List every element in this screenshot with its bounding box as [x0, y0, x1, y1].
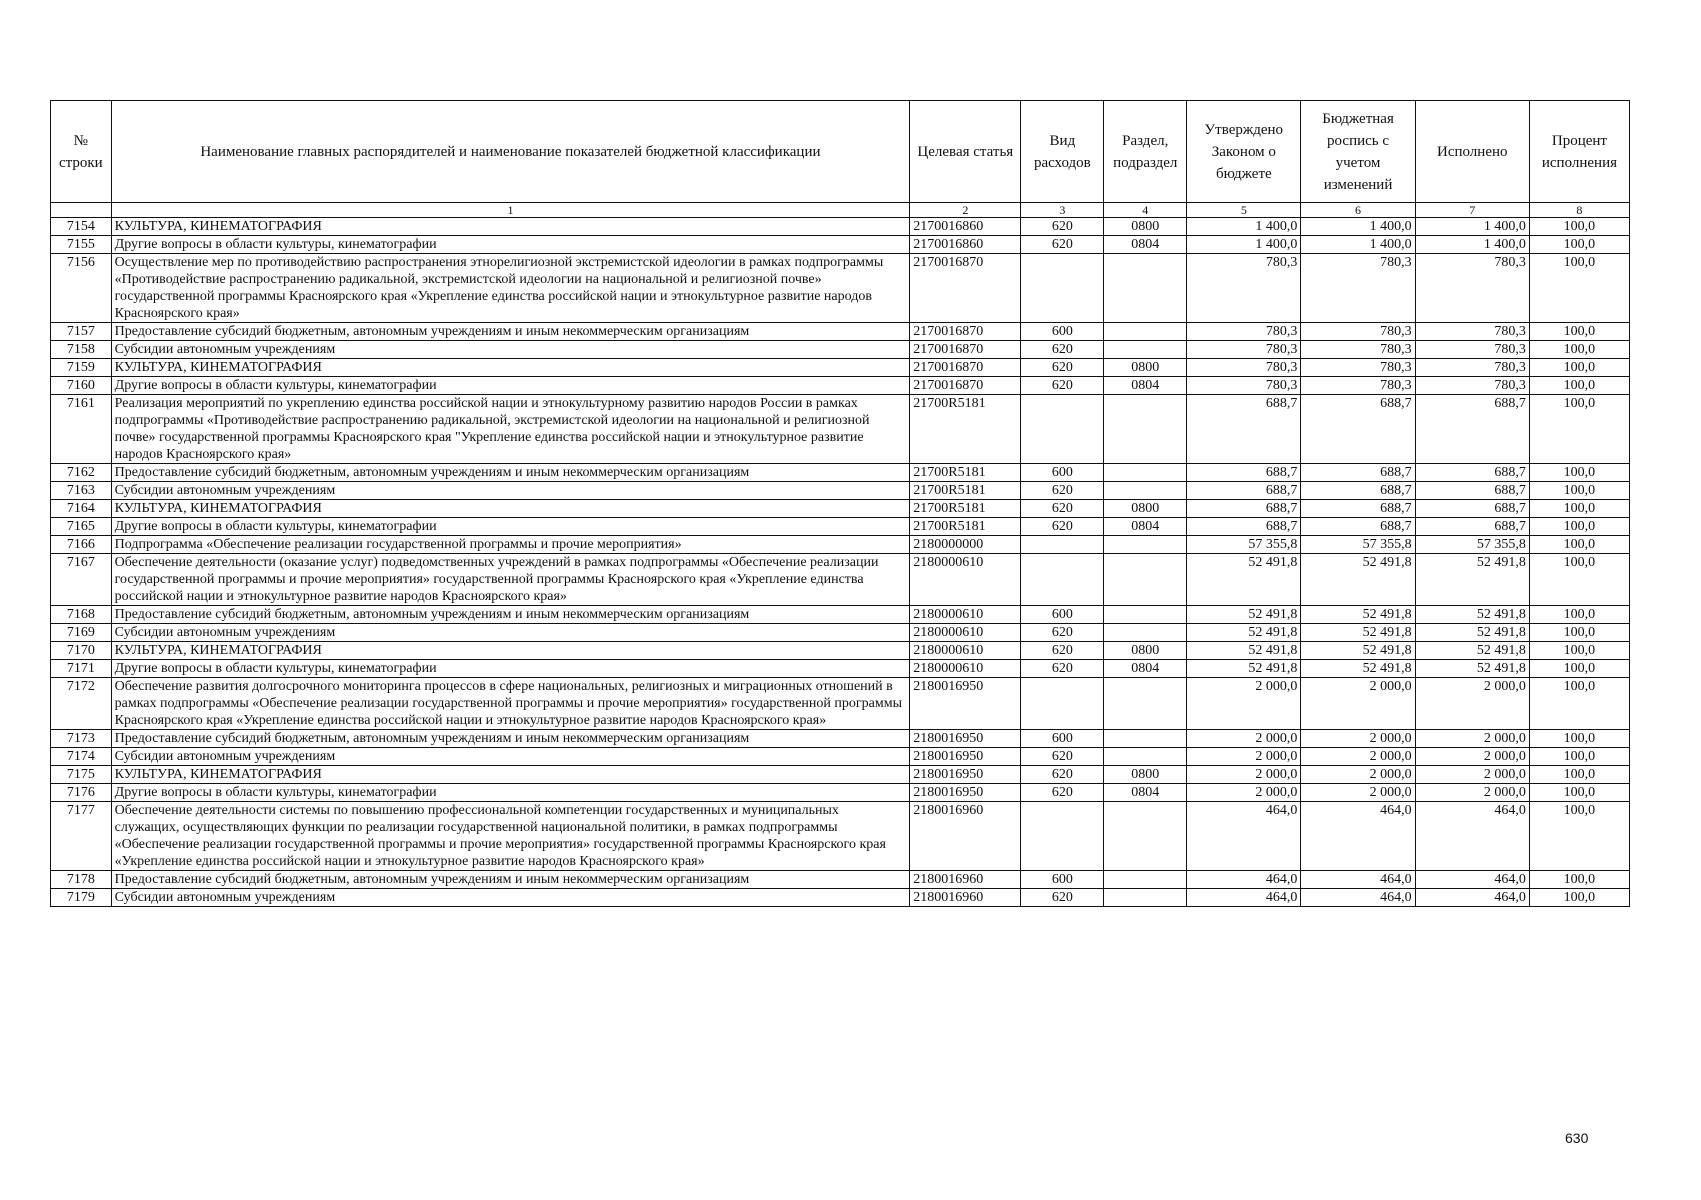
row-number-cell: 7158 — [51, 341, 112, 359]
row-name-cell: КУЛЬТУРА, КИНЕМАТОГРАФИЯ — [111, 766, 910, 784]
column-number — [51, 203, 112, 218]
section-cell — [1104, 536, 1187, 554]
table-row — [51, 784, 1630, 802]
section-cell — [1104, 889, 1187, 907]
target-article-cell: 2180000610 — [910, 606, 1021, 624]
row-number-cell: 7174 — [51, 748, 112, 766]
table-row — [51, 802, 1630, 871]
executed-cell: 688,7 — [1415, 500, 1529, 518]
section-cell: 0804 — [1104, 784, 1187, 802]
column-number: 6 — [1301, 203, 1415, 218]
table-row — [51, 766, 1630, 784]
budget-schedule-cell: 688,7 — [1301, 464, 1415, 482]
approved-cell: 780,3 — [1187, 254, 1301, 323]
budget-schedule-cell: 1 400,0 — [1301, 236, 1415, 254]
row-name-cell: Предоставление субсидий бюджетным, автономным учреждениям и иным некоммерческим организациям — [111, 730, 910, 748]
executed-cell: 780,3 — [1415, 254, 1529, 323]
percent-cell: 100,0 — [1529, 236, 1629, 254]
section-cell: 0804 — [1104, 377, 1187, 395]
target-article-cell: 2180016960 — [910, 889, 1021, 907]
percent-cell: 100,0 — [1529, 536, 1629, 554]
approved-cell: 2 000,0 — [1187, 678, 1301, 730]
target-article-cell: 2180000610 — [910, 660, 1021, 678]
percent-cell: 100,0 — [1529, 766, 1629, 784]
budget-schedule-cell: 780,3 — [1301, 377, 1415, 395]
executed-cell: 1 400,0 — [1415, 218, 1529, 236]
expense-type-cell — [1021, 678, 1104, 730]
table-row — [51, 606, 1630, 624]
target-article-cell: 2180016960 — [910, 871, 1021, 889]
approved-cell: 57 355,8 — [1187, 536, 1301, 554]
expense-type-cell: 620 — [1021, 518, 1104, 536]
row-number-cell: 7154 — [51, 218, 112, 236]
row-name-cell: Предоставление субсидий бюджетным, автономным учреждениям и иным некоммерческим организациям — [111, 464, 910, 482]
row-name-cell: Обеспечение деятельности системы по повышению профессиональной компетенции государственных и муниципальных служащих, осуществляющих функции по реализации государственной национальной политики, в рамках подпрограммы «Обеспечение реализации государственной программы и прочие мероприятия» государственной программы Красноярского края «Укрепление единства российской нации и этнокультурное развитие народов Красноярского края» — [111, 802, 910, 871]
row-name-cell: Осуществление мер по противодействию распространения этнорелигиозной экстремистской идеологии в рамках подпрограммы «Противодействие распространению радикальной, экстремистской идеологии на национальной и религиозной почве» государственной программы Красноярского края «Укрепление единства российской нации и этнокультурное развитие народов Красноярского края» — [111, 254, 910, 323]
budget-schedule-cell: 52 491,8 — [1301, 660, 1415, 678]
row-number-cell: 7162 — [51, 464, 112, 482]
approved-cell: 780,3 — [1187, 341, 1301, 359]
percent-cell: 100,0 — [1529, 678, 1629, 730]
executed-cell: 780,3 — [1415, 359, 1529, 377]
row-name-cell: Другие вопросы в области культуры, кинематографии — [111, 784, 910, 802]
approved-cell: 688,7 — [1187, 500, 1301, 518]
percent-cell: 100,0 — [1529, 518, 1629, 536]
row-number-cell: 7168 — [51, 606, 112, 624]
column-number: 2 — [910, 203, 1021, 218]
table-row — [51, 642, 1630, 660]
table-body — [51, 218, 1630, 907]
row-name-cell: Другие вопросы в области культуры, кинематографии — [111, 236, 910, 254]
approved-cell: 52 491,8 — [1187, 554, 1301, 606]
percent-cell: 100,0 — [1529, 802, 1629, 871]
table-row — [51, 359, 1630, 377]
budget-schedule-cell: 688,7 — [1301, 500, 1415, 518]
budget-schedule-cell: 688,7 — [1301, 518, 1415, 536]
header-section: Раздел, подраздел — [1104, 101, 1187, 203]
column-number: 1 — [111, 203, 910, 218]
section-cell: 0800 — [1104, 500, 1187, 518]
expense-type-cell: 620 — [1021, 642, 1104, 660]
expense-type-cell: 600 — [1021, 871, 1104, 889]
percent-cell: 100,0 — [1529, 748, 1629, 766]
expense-type-cell — [1021, 802, 1104, 871]
expense-type-cell: 620 — [1021, 624, 1104, 642]
budget-schedule-cell: 52 491,8 — [1301, 624, 1415, 642]
table-row — [51, 536, 1630, 554]
row-number-cell: 7165 — [51, 518, 112, 536]
executed-cell: 2 000,0 — [1415, 748, 1529, 766]
target-article-cell: 2180016950 — [910, 784, 1021, 802]
percent-cell: 100,0 — [1529, 784, 1629, 802]
approved-cell: 52 491,8 — [1187, 660, 1301, 678]
executed-cell: 52 491,8 — [1415, 554, 1529, 606]
executed-cell: 688,7 — [1415, 518, 1529, 536]
row-name-cell: Обеспечение деятельности (оказание услуг) подведомственных учреждений в рамках подпрограммы «Обеспечение реализации государственной программы и прочие мероприятия» государственной программы Красноярского края «Укрепление единства российской нации и этнокультурное развитие народов Красноярского края» — [111, 554, 910, 606]
executed-cell: 2 000,0 — [1415, 678, 1529, 730]
section-cell — [1104, 802, 1187, 871]
executed-cell: 688,7 — [1415, 464, 1529, 482]
target-article-cell: 2180000610 — [910, 642, 1021, 660]
section-cell — [1104, 254, 1187, 323]
percent-cell: 100,0 — [1529, 500, 1629, 518]
table-row — [51, 554, 1630, 606]
budget-schedule-cell: 52 491,8 — [1301, 606, 1415, 624]
approved-cell: 780,3 — [1187, 323, 1301, 341]
executed-cell: 780,3 — [1415, 341, 1529, 359]
row-number-cell: 7167 — [51, 554, 112, 606]
section-cell — [1104, 395, 1187, 464]
target-article-cell: 2180000000 — [910, 536, 1021, 554]
expense-type-cell: 600 — [1021, 730, 1104, 748]
budget-schedule-cell: 2 000,0 — [1301, 766, 1415, 784]
approved-cell: 688,7 — [1187, 395, 1301, 464]
table-row — [51, 871, 1630, 889]
target-article-cell: 21700R5181 — [910, 500, 1021, 518]
header-executed: Исполнено — [1415, 101, 1529, 203]
section-cell: 0800 — [1104, 766, 1187, 784]
approved-cell: 688,7 — [1187, 518, 1301, 536]
table-row — [51, 518, 1630, 536]
header-name: Наименование главных распорядителей и наименование показателей бюджетной классификации — [111, 101, 910, 203]
row-number-cell: 7173 — [51, 730, 112, 748]
section-cell — [1104, 606, 1187, 624]
executed-cell: 52 491,8 — [1415, 660, 1529, 678]
section-cell — [1104, 323, 1187, 341]
target-article-cell: 21700R5181 — [910, 395, 1021, 464]
expense-type-cell: 620 — [1021, 660, 1104, 678]
target-article-cell: 2170016870 — [910, 377, 1021, 395]
column-number: 7 — [1415, 203, 1529, 218]
target-article-cell: 2180000610 — [910, 554, 1021, 606]
executed-cell: 464,0 — [1415, 871, 1529, 889]
budget-schedule-cell: 52 491,8 — [1301, 554, 1415, 606]
executed-cell: 2 000,0 — [1415, 730, 1529, 748]
target-article-cell: 21700R5181 — [910, 482, 1021, 500]
section-cell: 0804 — [1104, 518, 1187, 536]
section-cell — [1104, 464, 1187, 482]
table-row — [51, 660, 1630, 678]
row-name-cell: Другие вопросы в области культуры, кинематографии — [111, 660, 910, 678]
row-name-cell: КУЛЬТУРА, КИНЕМАТОГРАФИЯ — [111, 218, 910, 236]
percent-cell: 100,0 — [1529, 323, 1629, 341]
approved-cell: 1 400,0 — [1187, 236, 1301, 254]
section-cell — [1104, 678, 1187, 730]
row-number-cell: 7157 — [51, 323, 112, 341]
expense-type-cell: 620 — [1021, 341, 1104, 359]
budget-schedule-cell: 52 491,8 — [1301, 642, 1415, 660]
budget-schedule-cell: 688,7 — [1301, 395, 1415, 464]
column-number: 3 — [1021, 203, 1104, 218]
executed-cell: 464,0 — [1415, 802, 1529, 871]
target-article-cell: 2180000610 — [910, 624, 1021, 642]
expense-type-cell: 620 — [1021, 482, 1104, 500]
table-row — [51, 748, 1630, 766]
budget-schedule-cell: 464,0 — [1301, 889, 1415, 907]
budget-schedule-cell: 464,0 — [1301, 802, 1415, 871]
expense-type-cell — [1021, 395, 1104, 464]
row-number-cell: 7179 — [51, 889, 112, 907]
section-cell — [1104, 482, 1187, 500]
executed-cell: 780,3 — [1415, 377, 1529, 395]
percent-cell: 100,0 — [1529, 395, 1629, 464]
percent-cell: 100,0 — [1529, 606, 1629, 624]
section-cell — [1104, 341, 1187, 359]
expense-type-cell: 620 — [1021, 748, 1104, 766]
row-number-cell: 7177 — [51, 802, 112, 871]
approved-cell: 52 491,8 — [1187, 606, 1301, 624]
target-article-cell: 21700R5181 — [910, 518, 1021, 536]
table-row — [51, 236, 1630, 254]
row-name-cell: КУЛЬТУРА, КИНЕМАТОГРАФИЯ — [111, 359, 910, 377]
table-row — [51, 482, 1630, 500]
row-name-cell: Другие вопросы в области культуры, кинематографии — [111, 377, 910, 395]
table-row — [51, 624, 1630, 642]
expense-type-cell: 620 — [1021, 236, 1104, 254]
section-cell: 0800 — [1104, 359, 1187, 377]
budget-schedule-cell: 2 000,0 — [1301, 784, 1415, 802]
percent-cell: 100,0 — [1529, 554, 1629, 606]
table-row — [51, 889, 1630, 907]
row-number-cell: 7161 — [51, 395, 112, 464]
header-budget-schedule: Бюджетная роспись с учетом изменений — [1301, 101, 1415, 203]
header-percent: Процент исполнения — [1529, 101, 1629, 203]
column-number: 4 — [1104, 203, 1187, 218]
table-row — [51, 500, 1630, 518]
approved-cell: 2 000,0 — [1187, 748, 1301, 766]
executed-cell: 52 491,8 — [1415, 642, 1529, 660]
approved-cell: 688,7 — [1187, 464, 1301, 482]
row-number-cell: 7155 — [51, 236, 112, 254]
expense-type-cell: 620 — [1021, 377, 1104, 395]
executed-cell: 1 400,0 — [1415, 236, 1529, 254]
approved-cell: 780,3 — [1187, 377, 1301, 395]
budget-schedule-cell: 780,3 — [1301, 341, 1415, 359]
percent-cell: 100,0 — [1529, 889, 1629, 907]
row-name-cell: Субсидии автономным учреждениям — [111, 341, 910, 359]
table-row — [51, 730, 1630, 748]
row-name-cell: Субсидии автономным учреждениям — [111, 624, 910, 642]
percent-cell: 100,0 — [1529, 642, 1629, 660]
approved-cell: 2 000,0 — [1187, 784, 1301, 802]
page-number: 630 — [1565, 1130, 1589, 1146]
row-number-cell: 7160 — [51, 377, 112, 395]
row-number-cell: 7175 — [51, 766, 112, 784]
approved-cell: 52 491,8 — [1187, 624, 1301, 642]
executed-cell: 52 491,8 — [1415, 624, 1529, 642]
row-number-cell: 7156 — [51, 254, 112, 323]
row-name-cell: Субсидии автономным учреждениям — [111, 482, 910, 500]
budget-schedule-cell: 780,3 — [1301, 254, 1415, 323]
expense-type-cell: 620 — [1021, 218, 1104, 236]
target-article-cell: 2170016860 — [910, 218, 1021, 236]
percent-cell: 100,0 — [1529, 254, 1629, 323]
table-row — [51, 464, 1630, 482]
table-row — [51, 218, 1630, 236]
table-row — [51, 323, 1630, 341]
target-article-cell: 2170016870 — [910, 359, 1021, 377]
row-name-cell: Предоставление субсидий бюджетным, автономным учреждениям и иным некоммерческим организациям — [111, 606, 910, 624]
table-row — [51, 341, 1630, 359]
expense-type-cell: 600 — [1021, 323, 1104, 341]
approved-cell: 780,3 — [1187, 359, 1301, 377]
column-number: 8 — [1529, 203, 1629, 218]
row-number-cell: 7176 — [51, 784, 112, 802]
table-row — [51, 377, 1630, 395]
approved-cell: 52 491,8 — [1187, 642, 1301, 660]
percent-cell: 100,0 — [1529, 624, 1629, 642]
approved-cell: 1 400,0 — [1187, 218, 1301, 236]
budget-schedule-cell: 688,7 — [1301, 482, 1415, 500]
row-name-cell: Предоставление субсидий бюджетным, автономным учреждениям и иным некоммерческим организациям — [111, 871, 910, 889]
row-number-cell: 7166 — [51, 536, 112, 554]
executed-cell: 2 000,0 — [1415, 766, 1529, 784]
target-article-cell: 2180016960 — [910, 802, 1021, 871]
budget-schedule-cell: 2 000,0 — [1301, 678, 1415, 730]
executed-cell: 688,7 — [1415, 395, 1529, 464]
header-row-number: № строки — [51, 101, 112, 203]
budget-schedule-cell: 780,3 — [1301, 323, 1415, 341]
header-row — [51, 101, 1630, 203]
section-cell — [1104, 554, 1187, 606]
column-number-row — [51, 203, 1630, 218]
section-cell — [1104, 730, 1187, 748]
expense-type-cell: 600 — [1021, 464, 1104, 482]
row-name-cell: Обеспечение развития долгосрочного мониторинга процессов в сфере национальных, религиозных и миграционных отношений в рамках подпрограммы «Обеспечение реализации государственной программы и прочие мероприятия» государственной программы Красноярского края «Укрепление единства российской нации и этнокультурное развитие народов Красноярского края» — [111, 678, 910, 730]
executed-cell: 52 491,8 — [1415, 606, 1529, 624]
column-number: 5 — [1187, 203, 1301, 218]
row-name-cell: КУЛЬТУРА, КИНЕМАТОГРАФИЯ — [111, 500, 910, 518]
approved-cell: 2 000,0 — [1187, 766, 1301, 784]
executed-cell: 780,3 — [1415, 323, 1529, 341]
section-cell: 0804 — [1104, 236, 1187, 254]
row-number-cell: 7159 — [51, 359, 112, 377]
approved-cell: 688,7 — [1187, 482, 1301, 500]
approved-cell: 464,0 — [1187, 802, 1301, 871]
approved-cell: 464,0 — [1187, 871, 1301, 889]
row-name-cell: Реализация мероприятий по укреплению единства российской нации и этнокультурному развитию народов России в рамках подпрограммы «Противодействие распространению радикальной, экстремистской идеологии на национальной и религиозной почве» государственной программы Красноярского края "Укрепление единства российской нации и этнокультурное развитие народов Красноярского края» — [111, 395, 910, 464]
percent-cell: 100,0 — [1529, 464, 1629, 482]
target-article-cell: 2170016860 — [910, 236, 1021, 254]
expense-type-cell: 620 — [1021, 784, 1104, 802]
row-name-cell: Субсидии автономным учреждениям — [111, 889, 910, 907]
target-article-cell: 21700R5181 — [910, 464, 1021, 482]
percent-cell: 100,0 — [1529, 377, 1629, 395]
target-article-cell: 2180016950 — [910, 730, 1021, 748]
row-number-cell: 7163 — [51, 482, 112, 500]
budget-schedule-cell: 57 355,8 — [1301, 536, 1415, 554]
executed-cell: 688,7 — [1415, 482, 1529, 500]
percent-cell: 100,0 — [1529, 482, 1629, 500]
header-target-article: Целевая статья — [910, 101, 1021, 203]
target-article-cell: 2170016870 — [910, 341, 1021, 359]
row-number-cell: 7170 — [51, 642, 112, 660]
row-name-cell: КУЛЬТУРА, КИНЕМАТОГРАФИЯ — [111, 642, 910, 660]
expense-type-cell: 620 — [1021, 766, 1104, 784]
section-cell — [1104, 748, 1187, 766]
row-name-cell: Другие вопросы в области культуры, кинематографии — [111, 518, 910, 536]
expense-type-cell — [1021, 554, 1104, 606]
target-article-cell: 2180016950 — [910, 678, 1021, 730]
approved-cell: 2 000,0 — [1187, 730, 1301, 748]
executed-cell: 57 355,8 — [1415, 536, 1529, 554]
budget-schedule-cell: 1 400,0 — [1301, 218, 1415, 236]
budget-schedule-cell: 2 000,0 — [1301, 730, 1415, 748]
target-article-cell: 2180016950 — [910, 766, 1021, 784]
percent-cell: 100,0 — [1529, 871, 1629, 889]
row-name-cell: Предоставление субсидий бюджетным, автономным учреждениям и иным некоммерческим организациям — [111, 323, 910, 341]
row-number-cell: 7164 — [51, 500, 112, 518]
budget-table — [50, 100, 1630, 907]
row-name-cell: Подпрограмма «Обеспечение реализации государственной программы и прочие мероприятия» — [111, 536, 910, 554]
budget-schedule-cell: 780,3 — [1301, 359, 1415, 377]
table-row — [51, 254, 1630, 323]
budget-schedule-cell: 464,0 — [1301, 871, 1415, 889]
expense-type-cell: 620 — [1021, 359, 1104, 377]
section-cell: 0804 — [1104, 660, 1187, 678]
expense-type-cell — [1021, 536, 1104, 554]
section-cell: 0800 — [1104, 218, 1187, 236]
budget-sheet — [50, 100, 1630, 907]
row-name-cell: Субсидии автономным учреждениям — [111, 748, 910, 766]
table-row — [51, 395, 1630, 464]
expense-type-cell: 600 — [1021, 606, 1104, 624]
executed-cell: 2 000,0 — [1415, 784, 1529, 802]
table-row — [51, 678, 1630, 730]
row-number-cell: 7178 — [51, 871, 112, 889]
expense-type-cell: 620 — [1021, 889, 1104, 907]
percent-cell: 100,0 — [1529, 730, 1629, 748]
row-number-cell: 7171 — [51, 660, 112, 678]
section-cell: 0800 — [1104, 642, 1187, 660]
executed-cell: 464,0 — [1415, 889, 1529, 907]
section-cell — [1104, 871, 1187, 889]
section-cell — [1104, 624, 1187, 642]
row-number-cell: 7172 — [51, 678, 112, 730]
expense-type-cell: 620 — [1021, 500, 1104, 518]
target-article-cell: 2170016870 — [910, 323, 1021, 341]
expense-type-cell — [1021, 254, 1104, 323]
budget-schedule-cell: 2 000,0 — [1301, 748, 1415, 766]
approved-cell: 464,0 — [1187, 889, 1301, 907]
percent-cell: 100,0 — [1529, 660, 1629, 678]
header-expense-type: Вид расходов — [1021, 101, 1104, 203]
percent-cell: 100,0 — [1529, 341, 1629, 359]
target-article-cell: 2180016950 — [910, 748, 1021, 766]
percent-cell: 100,0 — [1529, 359, 1629, 377]
percent-cell: 100,0 — [1529, 218, 1629, 236]
header-approved: Утверждено Законом о бюджете — [1187, 101, 1301, 203]
target-article-cell: 2170016870 — [910, 254, 1021, 323]
row-number-cell: 7169 — [51, 624, 112, 642]
